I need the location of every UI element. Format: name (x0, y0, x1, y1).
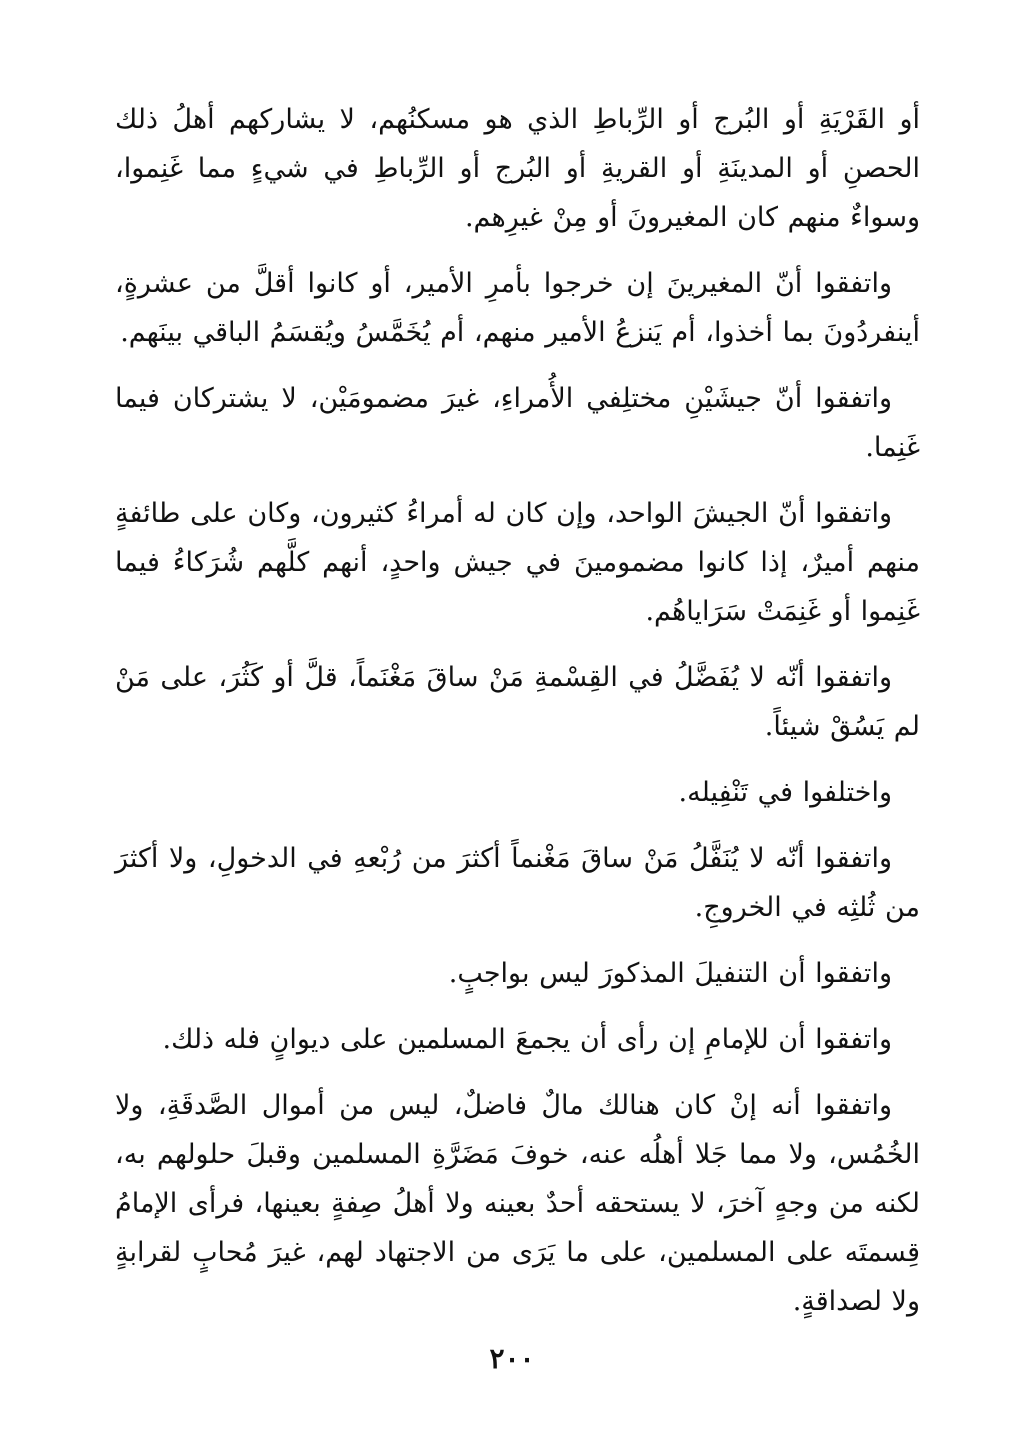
paragraph: واتفقوا أنّه لا يُفَضَّلُ في القِسْمةِ مَنْ ساقَ مَغْنَماً، قلَّ أو كَثُرَ، على مَنْ لم يَسُقْ شيئاً. (115, 662, 920, 742)
paragraph: واتفقوا أنّ المغيرينَ إن خرجوا بأمرِ الأمير، أو كانوا أقلَّ من عشرةٍ، أينفردُونَ بما أخذوا، أم يَنزعُ الأمير منهم، أم يُخَمَّسُ ويُقسَمُ الباقي بينَهم. (115, 268, 920, 348)
paragraph-continuation: أو القَرْيَةِ أو البُرج أو الرِّباطِ الذي هو مسكنُهم، لا يشاركهم أهلُ ذلك الحصنِ أو المدينَةِ أو القريةِ أو البُرج أو الرِّباطِ في شيءٍ مما غَنِموا، وسواءٌ منهم كان المغيرونَ أو مِنْ غيرِهم. (115, 104, 920, 233)
paragraph: واتفقوا أن التنفيلَ المذكورَ ليس بواجبٍ. (448, 958, 892, 989)
paragraph: واتفقوا أن للإمامِ إن رأى أن يجمعَ المسلمين على ديوانٍ فله ذلك. (162, 1024, 892, 1055)
page-body (115, 95, 920, 1325)
paragraph: واتفقوا أنّ جيشَيْنِ مختلِفي الأُمراءِ، غيرَ مضمومَيْن، لا يشتركان فيما غَنِما. (115, 383, 920, 463)
paragraph: واتفقوا أنّه لا يُنَفَّلُ مَنْ ساقَ مَغْنماً أكثرَ من رُبْعهِ في الدخولِ، ولا أكثرَ من ثُلثِه في الخروجِ. (115, 843, 920, 923)
paragraph: واتفقوا أنّ الجيشَ الواحد، وإن كان له أمراءُ كثيرون، وكان على طائفةٍ منهم أميرٌ، إذا كانوا مضمومينَ في جيش واحدٍ، أنهم كلَّهم شُرَكاءُ فيما غَنِموا أو غَنِمَتْ سَرَاياهُم. (115, 498, 920, 627)
paragraph: واختلفوا في تَنْفِيله. (678, 777, 892, 808)
page-number: ٢٠٠ (489, 1342, 535, 1375)
paragraph: واتفقوا أنه إنْ كان هنالك مالٌ فاضلٌ، ليس من أموال الصَّدقَةِ، ولا الخُمُس، ولا مما جَلا أهلُه عنه، خوفَ مَضَرَّةِ المسلمين وقبلَ حلولهم به، لكنه من وجهٍ آخرَ، لا يستحقه أحدٌ بعينه ولا أهلُ صِفةٍ بعينها، فرأى الإمامُ قِسمتَه على المسلمين، على ما يَرَى من الاجتهاد لهم، غيرَ مُحابٍ لقرابةٍ ولا لصداقةٍ. (115, 1090, 920, 1317)
